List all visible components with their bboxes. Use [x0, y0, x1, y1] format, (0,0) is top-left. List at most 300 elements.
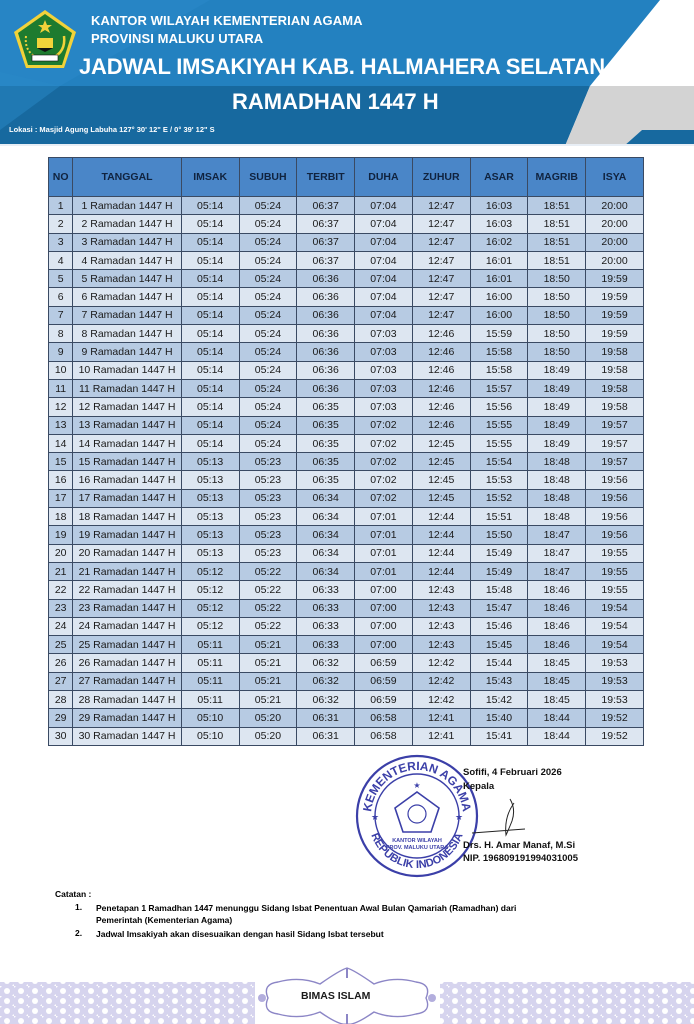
cell-subuh: 05:24 — [239, 251, 297, 269]
cell-zuhur: 12:44 — [412, 562, 470, 580]
cell-zuhur: 12:43 — [412, 599, 470, 617]
cell-terbit: 06:37 — [297, 197, 355, 215]
cell-asar: 15:57 — [470, 379, 528, 397]
cell-isya: 19:56 — [586, 489, 644, 507]
header-banner — [0, 0, 694, 146]
table-row — [49, 398, 644, 416]
cell-subuh: 05:24 — [239, 325, 297, 343]
cell-duha: 07:04 — [355, 233, 413, 251]
cell-tanggal: 12 Ramadan 1447 H — [73, 398, 181, 416]
table-row — [49, 508, 644, 526]
cell-imsak: 05:11 — [181, 636, 239, 654]
cell-imsak: 05:14 — [181, 361, 239, 379]
cell-isya: 20:00 — [586, 251, 644, 269]
cell-subuh: 05:22 — [239, 617, 297, 635]
cell-imsak: 05:13 — [181, 526, 239, 544]
cell-asar: 16:00 — [470, 288, 528, 306]
cell-asar: 15:59 — [470, 325, 528, 343]
cell-no: 28 — [49, 691, 73, 709]
cell-isya: 19:53 — [586, 691, 644, 709]
cell-no: 23 — [49, 599, 73, 617]
cell-asar: 16:00 — [470, 306, 528, 324]
table-row — [49, 434, 644, 452]
cell-imsak: 05:14 — [181, 379, 239, 397]
cell-magrib: 18:51 — [528, 197, 586, 215]
cell-isya: 19:59 — [586, 288, 644, 306]
cell-magrib: 18:46 — [528, 581, 586, 599]
cell-imsak: 05:11 — [181, 691, 239, 709]
cell-subuh: 05:24 — [239, 306, 297, 324]
cell-no: 11 — [49, 379, 73, 397]
cell-no: 25 — [49, 636, 73, 654]
column-header-subuh: SUBUH — [239, 158, 297, 197]
cell-duha: 07:04 — [355, 288, 413, 306]
cell-asar: 16:01 — [470, 270, 528, 288]
cell-zuhur: 12:45 — [412, 434, 470, 452]
cell-asar: 15:41 — [470, 727, 528, 745]
table-row — [49, 691, 644, 709]
cell-duha: 07:00 — [355, 599, 413, 617]
cell-tanggal: 8 Ramadan 1447 H — [73, 325, 181, 343]
stamp-inner-text-1: KANTOR WILAYAH — [392, 838, 442, 844]
cell-zuhur: 12:44 — [412, 508, 470, 526]
cell-tanggal: 26 Ramadan 1447 H — [73, 654, 181, 672]
cell-duha: 07:03 — [355, 325, 413, 343]
stamp-inner-text-2: PROV. MALUKU UTARA — [385, 845, 449, 851]
cell-duha: 07:04 — [355, 197, 413, 215]
note-number: 1. — [75, 902, 83, 912]
svg-text:★: ★ — [370, 812, 380, 822]
cell-imsak: 05:13 — [181, 471, 239, 489]
cell-subuh: 05:21 — [239, 691, 297, 709]
cell-isya: 19:58 — [586, 398, 644, 416]
cell-imsak: 05:14 — [181, 233, 239, 251]
cell-isya: 20:00 — [586, 197, 644, 215]
cell-isya: 19:53 — [586, 672, 644, 690]
cell-terbit: 06:36 — [297, 361, 355, 379]
cell-terbit: 06:36 — [297, 325, 355, 343]
cell-magrib: 18:48 — [528, 471, 586, 489]
cell-zuhur: 12:46 — [412, 361, 470, 379]
cell-no: 27 — [49, 672, 73, 690]
cell-no: 22 — [49, 581, 73, 599]
cell-zuhur: 12:41 — [412, 709, 470, 727]
cell-no: 13 — [49, 416, 73, 434]
cell-asar: 15:46 — [470, 617, 528, 635]
cell-subuh: 05:20 — [239, 727, 297, 745]
cell-imsak: 05:10 — [181, 709, 239, 727]
cell-no: 1 — [49, 197, 73, 215]
cell-imsak: 05:11 — [181, 654, 239, 672]
cell-magrib: 18:49 — [528, 361, 586, 379]
cell-asar: 15:44 — [470, 654, 528, 672]
table-row — [49, 562, 644, 580]
cell-terbit: 06:37 — [297, 233, 355, 251]
cell-tanggal: 20 Ramadan 1447 H — [73, 544, 181, 562]
cell-isya: 20:00 — [586, 215, 644, 233]
cell-tanggal: 13 Ramadan 1447 H — [73, 416, 181, 434]
cell-no: 5 — [49, 270, 73, 288]
cell-isya: 19:57 — [586, 453, 644, 471]
cell-asar: 16:01 — [470, 251, 528, 269]
cell-magrib: 18:49 — [528, 398, 586, 416]
cell-magrib: 18:46 — [528, 617, 586, 635]
cell-imsak: 05:14 — [181, 251, 239, 269]
cell-tanggal: 6 Ramadan 1447 H — [73, 288, 181, 306]
cell-subuh: 05:23 — [239, 489, 297, 507]
cell-isya: 19:57 — [586, 434, 644, 452]
cell-terbit: 06:36 — [297, 270, 355, 288]
cell-tanggal: 5 Ramadan 1447 H — [73, 270, 181, 288]
cell-subuh: 05:24 — [239, 343, 297, 361]
table-row — [49, 379, 644, 397]
cell-zuhur: 12:47 — [412, 197, 470, 215]
cell-terbit: 06:34 — [297, 562, 355, 580]
cell-duha: 07:00 — [355, 617, 413, 635]
cell-subuh: 05:24 — [239, 215, 297, 233]
cell-tanggal: 19 Ramadan 1447 H — [73, 526, 181, 544]
cell-no: 21 — [49, 562, 73, 580]
table-row — [49, 471, 644, 489]
cell-isya: 19:55 — [586, 544, 644, 562]
cell-subuh: 05:24 — [239, 361, 297, 379]
cell-zuhur: 12:46 — [412, 379, 470, 397]
cell-terbit: 06:35 — [297, 434, 355, 452]
official-stamp-icon — [353, 752, 481, 880]
cell-terbit: 06:33 — [297, 599, 355, 617]
cell-imsak: 05:12 — [181, 562, 239, 580]
page-title: JADWAL IMSAKIYAH KAB. HALMAHERA SELATAN — [79, 54, 605, 79]
cell-no: 12 — [49, 398, 73, 416]
footer-label: BIMAS ISLAM — [301, 990, 371, 1002]
cell-tanggal: 30 Ramadan 1447 H — [73, 727, 181, 745]
cell-zuhur: 12:43 — [412, 581, 470, 599]
cell-imsak: 05:13 — [181, 453, 239, 471]
cell-asar: 15:48 — [470, 581, 528, 599]
cell-duha: 07:03 — [355, 379, 413, 397]
cell-zuhur: 12:47 — [412, 215, 470, 233]
cell-zuhur: 12:44 — [412, 526, 470, 544]
kemenag-logo-icon — [12, 8, 78, 70]
cell-asar: 15:47 — [470, 599, 528, 617]
cell-duha: 07:04 — [355, 215, 413, 233]
cell-terbit: 06:33 — [297, 636, 355, 654]
cell-subuh: 05:23 — [239, 453, 297, 471]
signatory-name: Drs. H. Amar Manaf, M.Si — [463, 840, 576, 851]
cell-duha: 07:01 — [355, 508, 413, 526]
column-header-terbit: TERBIT — [297, 158, 355, 197]
table-row — [49, 453, 644, 471]
cell-tanggal: 25 Ramadan 1447 H — [73, 636, 181, 654]
cell-zuhur: 12:47 — [412, 233, 470, 251]
note-text: Penetapan 1 Ramadhan 1447 menunggu Sidang Isbat Penentuan Awal Bulan Qamariah (Ramadhan) dari Pemerintah (Kementerian Agama) — [96, 903, 517, 925]
cell-subuh: 05:24 — [239, 398, 297, 416]
cell-isya: 19:53 — [586, 654, 644, 672]
cell-subuh: 05:21 — [239, 636, 297, 654]
cell-magrib: 18:50 — [528, 306, 586, 324]
cell-asar: 15:45 — [470, 636, 528, 654]
cell-zuhur: 12:47 — [412, 306, 470, 324]
cell-zuhur: 12:43 — [412, 636, 470, 654]
cell-duha: 07:00 — [355, 636, 413, 654]
table-row — [49, 416, 644, 434]
cell-tanggal: 29 Ramadan 1447 H — [73, 709, 181, 727]
cell-magrib: 18:51 — [528, 215, 586, 233]
cell-terbit: 06:37 — [297, 215, 355, 233]
cell-terbit: 06:36 — [297, 343, 355, 361]
cell-tanggal: 17 Ramadan 1447 H — [73, 489, 181, 507]
cell-terbit: 06:35 — [297, 398, 355, 416]
cell-isya: 19:58 — [586, 343, 644, 361]
cell-magrib: 18:44 — [528, 727, 586, 745]
cell-zuhur: 12:41 — [412, 727, 470, 745]
cell-magrib: 18:49 — [528, 416, 586, 434]
table-row — [49, 270, 644, 288]
note-text: Jadwal Imsakiyah akan disesuaikan dengan hasil Sidang Isbat tersebut — [96, 929, 384, 939]
cell-imsak: 05:14 — [181, 270, 239, 288]
cell-magrib: 18:49 — [528, 434, 586, 452]
signature-place-date: Sofifi, 4 Februari 2026 — [463, 767, 562, 778]
cell-tanggal: 18 Ramadan 1447 H — [73, 508, 181, 526]
cell-asar: 15:51 — [470, 508, 528, 526]
cell-duha: 07:03 — [355, 343, 413, 361]
cell-tanggal: 21 Ramadan 1447 H — [73, 562, 181, 580]
cell-subuh: 05:20 — [239, 709, 297, 727]
cell-duha: 07:01 — [355, 544, 413, 562]
cell-no: 26 — [49, 654, 73, 672]
cell-subuh: 05:24 — [239, 270, 297, 288]
column-header-imsak: IMSAK — [181, 158, 239, 197]
cell-subuh: 05:23 — [239, 526, 297, 544]
cell-tanggal: 11 Ramadan 1447 H — [73, 379, 181, 397]
cell-terbit: 06:33 — [297, 617, 355, 635]
cell-isya: 19:58 — [586, 361, 644, 379]
cell-imsak: 05:12 — [181, 617, 239, 635]
cell-terbit: 06:36 — [297, 379, 355, 397]
cell-isya: 19:56 — [586, 526, 644, 544]
cell-subuh: 05:23 — [239, 508, 297, 526]
note-number: 2. — [75, 928, 83, 938]
signatory-nip: NIP. 196809191994031005 — [463, 853, 578, 864]
table-row — [49, 215, 644, 233]
cell-subuh: 05:23 — [239, 544, 297, 562]
cell-zuhur: 12:47 — [412, 270, 470, 288]
cell-no: 19 — [49, 526, 73, 544]
cell-zuhur: 12:42 — [412, 691, 470, 709]
cell-zuhur: 12:45 — [412, 471, 470, 489]
column-header-magrib: MAGRIB — [528, 158, 586, 197]
cell-tanggal: 7 Ramadan 1447 H — [73, 306, 181, 324]
table-row — [49, 526, 644, 544]
cell-duha: 07:04 — [355, 270, 413, 288]
cell-duha: 07:01 — [355, 562, 413, 580]
cell-duha: 06:59 — [355, 672, 413, 690]
cell-imsak: 05:13 — [181, 489, 239, 507]
table-row — [49, 325, 644, 343]
cell-duha: 06:59 — [355, 691, 413, 709]
cell-subuh: 05:24 — [239, 233, 297, 251]
cell-imsak: 05:14 — [181, 306, 239, 324]
cell-magrib: 18:45 — [528, 672, 586, 690]
table-row — [49, 599, 644, 617]
cell-subuh: 05:21 — [239, 672, 297, 690]
cell-imsak: 05:12 — [181, 599, 239, 617]
cell-duha: 07:02 — [355, 471, 413, 489]
table-row — [49, 654, 644, 672]
table-row — [49, 251, 644, 269]
cell-subuh: 05:21 — [239, 654, 297, 672]
cell-magrib: 18:45 — [528, 691, 586, 709]
cell-magrib: 18:50 — [528, 325, 586, 343]
cell-zuhur: 12:42 — [412, 654, 470, 672]
cell-isya: 19:54 — [586, 636, 644, 654]
cell-no: 16 — [49, 471, 73, 489]
cell-zuhur: 12:44 — [412, 544, 470, 562]
cell-zuhur: 12:47 — [412, 288, 470, 306]
table-header-row — [49, 158, 644, 197]
cell-no: 15 — [49, 453, 73, 471]
cell-no: 7 — [49, 306, 73, 324]
table-row — [49, 617, 644, 635]
cell-no: 29 — [49, 709, 73, 727]
cell-zuhur: 12:46 — [412, 343, 470, 361]
cell-no: 4 — [49, 251, 73, 269]
cell-imsak: 05:10 — [181, 727, 239, 745]
stamp-top-text: KEMENTERIAN AGAMA — [360, 758, 474, 813]
cell-duha: 07:04 — [355, 306, 413, 324]
org-name-line2: PROVINSI MALUKU UTARA — [91, 31, 264, 46]
cell-imsak: 05:14 — [181, 343, 239, 361]
cell-tanggal: 10 Ramadan 1447 H — [73, 361, 181, 379]
cell-magrib: 18:47 — [528, 544, 586, 562]
cell-terbit: 06:36 — [297, 288, 355, 306]
table-row — [49, 489, 644, 507]
table-row — [49, 343, 644, 361]
table-row — [49, 636, 644, 654]
cell-terbit: 06:31 — [297, 727, 355, 745]
cell-asar: 15:55 — [470, 434, 528, 452]
cell-tanggal: 4 Ramadan 1447 H — [73, 251, 181, 269]
cell-tanggal: 28 Ramadan 1447 H — [73, 691, 181, 709]
table-row — [49, 288, 644, 306]
cell-duha: 07:02 — [355, 416, 413, 434]
cell-no: 3 — [49, 233, 73, 251]
notes-title: Catatan : — [55, 889, 92, 899]
table-row — [49, 361, 644, 379]
cell-duha: 07:03 — [355, 361, 413, 379]
cell-asar: 16:03 — [470, 197, 528, 215]
cell-magrib: 18:49 — [528, 379, 586, 397]
cell-asar: 15:50 — [470, 526, 528, 544]
cell-isya: 19:54 — [586, 617, 644, 635]
cell-zuhur: 12:46 — [412, 416, 470, 434]
cell-isya: 19:59 — [586, 270, 644, 288]
cell-isya: 19:52 — [586, 709, 644, 727]
table-row — [49, 581, 644, 599]
cell-subuh: 05:22 — [239, 562, 297, 580]
cell-tanggal: 2 Ramadan 1447 H — [73, 215, 181, 233]
cell-magrib: 18:50 — [528, 288, 586, 306]
cell-duha: 07:02 — [355, 489, 413, 507]
cell-tanggal: 1 Ramadan 1447 H — [73, 197, 181, 215]
cell-duha: 06:59 — [355, 654, 413, 672]
cell-asar: 15:42 — [470, 691, 528, 709]
cell-isya: 20:00 — [586, 233, 644, 251]
cell-no: 30 — [49, 727, 73, 745]
page-subtitle: RAMADHAN 1447 H — [232, 89, 439, 114]
cell-imsak: 05:14 — [181, 398, 239, 416]
cell-subuh: 05:23 — [239, 471, 297, 489]
cell-no: 17 — [49, 489, 73, 507]
cell-terbit: 06:35 — [297, 453, 355, 471]
cell-terbit: 06:36 — [297, 306, 355, 324]
cell-isya: 19:58 — [586, 379, 644, 397]
table-row — [49, 727, 644, 745]
cell-no: 14 — [49, 434, 73, 452]
cell-subuh: 05:24 — [239, 379, 297, 397]
table-row — [49, 544, 644, 562]
cell-no: 24 — [49, 617, 73, 635]
cell-isya: 19:59 — [586, 325, 644, 343]
cell-zuhur: 12:45 — [412, 453, 470, 471]
cell-terbit: 06:34 — [297, 508, 355, 526]
cell-terbit: 06:32 — [297, 672, 355, 690]
cell-isya: 19:57 — [586, 416, 644, 434]
column-header-no: NO — [49, 158, 73, 197]
cell-tanggal: 24 Ramadan 1447 H — [73, 617, 181, 635]
column-header-zuhur: ZUHUR — [412, 158, 470, 197]
cell-duha: 07:01 — [355, 526, 413, 544]
cell-imsak: 05:13 — [181, 508, 239, 526]
cell-zuhur: 12:46 — [412, 325, 470, 343]
cell-terbit: 06:31 — [297, 709, 355, 727]
cell-asar: 15:54 — [470, 453, 528, 471]
table-row — [49, 709, 644, 727]
cell-magrib: 18:48 — [528, 489, 586, 507]
cell-zuhur: 12:46 — [412, 398, 470, 416]
cell-terbit: 06:35 — [297, 416, 355, 434]
column-header-duha: DUHA — [355, 158, 413, 197]
column-header-tanggal: TANGGAL — [73, 158, 181, 197]
cell-imsak: 05:14 — [181, 416, 239, 434]
cell-isya: 19:56 — [586, 508, 644, 526]
cell-magrib: 18:47 — [528, 526, 586, 544]
cell-magrib: 18:45 — [528, 654, 586, 672]
cell-duha: 06:58 — [355, 727, 413, 745]
cell-no: 6 — [49, 288, 73, 306]
cell-isya: 19:55 — [586, 562, 644, 580]
cell-subuh: 05:22 — [239, 599, 297, 617]
cell-tanggal: 3 Ramadan 1447 H — [73, 233, 181, 251]
imsakiyah-schedule-table — [48, 157, 644, 746]
cell-asar: 16:02 — [470, 233, 528, 251]
cell-zuhur: 12:45 — [412, 489, 470, 507]
cell-asar: 15:52 — [470, 489, 528, 507]
cell-subuh: 05:24 — [239, 434, 297, 452]
cell-tanggal: 9 Ramadan 1447 H — [73, 343, 181, 361]
cell-subuh: 05:22 — [239, 581, 297, 599]
cell-imsak: 05:14 — [181, 215, 239, 233]
cell-magrib: 18:44 — [528, 709, 586, 727]
cell-asar: 15:58 — [470, 361, 528, 379]
cell-no: 10 — [49, 361, 73, 379]
cell-magrib: 18:47 — [528, 562, 586, 580]
cell-duha: 07:02 — [355, 434, 413, 452]
cell-terbit: 06:35 — [297, 471, 355, 489]
cell-isya: 19:54 — [586, 599, 644, 617]
cell-asar: 15:43 — [470, 672, 528, 690]
cell-tanggal: 14 Ramadan 1447 H — [73, 434, 181, 452]
